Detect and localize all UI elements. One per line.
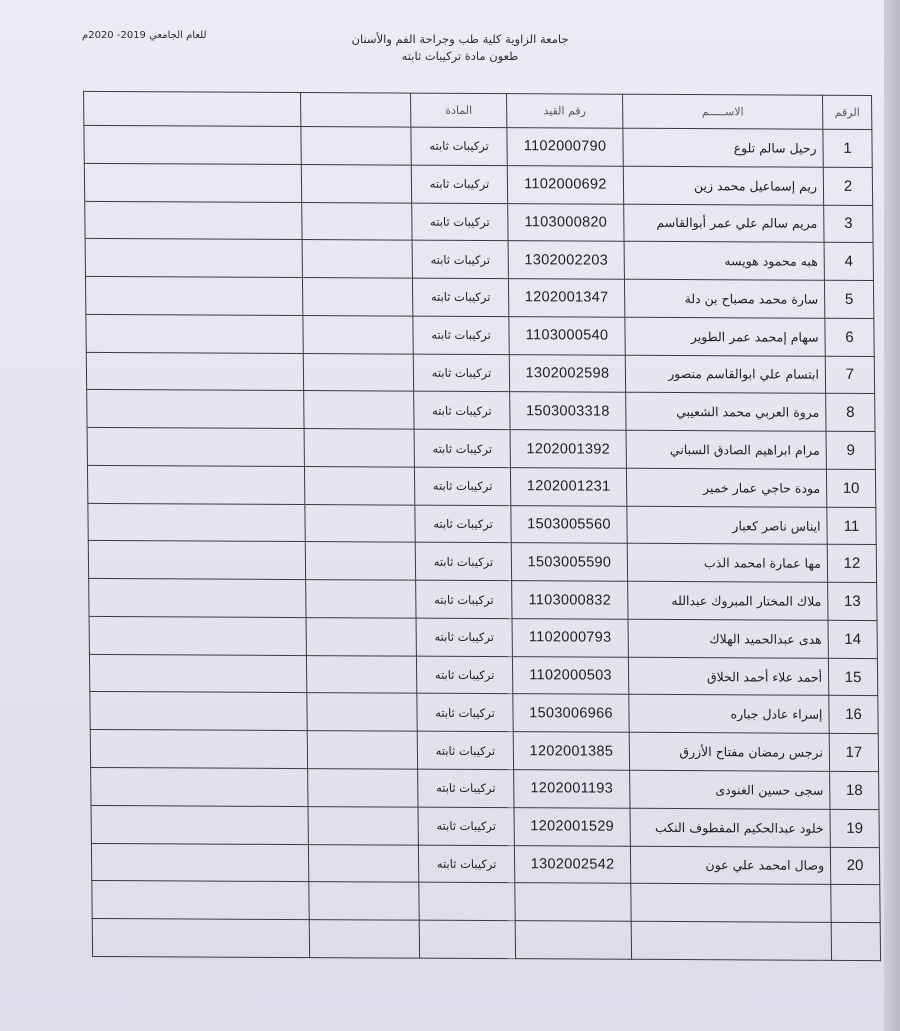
table-row — [85, 239, 873, 281]
subject-name: تركيبات ثابته — [413, 354, 509, 392]
table-row — [90, 692, 878, 734]
table-row — [90, 730, 878, 772]
registration-number: 1202001231 — [510, 468, 626, 506]
blank-cell — [631, 884, 831, 923]
student-name: سهام إمحمد عمر الطوير — [625, 317, 825, 356]
row-number: 17 — [829, 734, 878, 772]
student-name: ايناس ناصر كعبار — [627, 506, 827, 545]
registration-number: 1202001193 — [514, 770, 630, 808]
blank-cell — [304, 391, 414, 429]
academic-year: للعام الجامعي 2019- 2020م — [82, 30, 207, 41]
blank-cell — [91, 805, 308, 844]
header-name: الاســـــم — [623, 94, 823, 129]
subject-name: تركيبات ثابته — [418, 807, 514, 845]
blank-cell — [86, 314, 303, 353]
table-row — [87, 390, 875, 432]
table-row — [86, 352, 874, 394]
student-name: رحيل سالم تلوع — [623, 128, 823, 167]
student-name: نرجس رمضان مفتاح الأزرق — [629, 733, 829, 772]
row-number: 3 — [824, 205, 873, 243]
blank-cell — [87, 428, 304, 467]
row-number: 10 — [826, 469, 875, 507]
blank-cell — [84, 163, 301, 202]
row-number: 20 — [830, 847, 879, 885]
blank-cell — [91, 843, 308, 882]
table-row — [88, 503, 876, 545]
registration-number: 1503005590 — [511, 543, 627, 581]
blank-cell — [304, 429, 414, 467]
student-name: ابتسام علي ابوالقاسم منصور — [625, 355, 825, 394]
blank-cell — [302, 202, 412, 240]
student-name: هبه محمود هويسه — [624, 242, 824, 281]
header-blank-2 — [84, 91, 301, 126]
header-number: الرقم — [823, 95, 872, 129]
table-row — [85, 276, 873, 318]
student-name: وصال امحمد علي عون — [630, 846, 830, 885]
subject-name: تركيبات ثابته — [418, 845, 514, 883]
subject-name: تركيبات ثابته — [416, 618, 512, 656]
row-number: 14 — [828, 620, 877, 658]
table-row — [91, 843, 879, 885]
subject-name: تركيبات ثابته — [414, 429, 510, 467]
university-title: جامعة الزاوية كلية طب وجراحة الفم والأسنان — [351, 32, 569, 46]
blank-cell — [308, 769, 418, 807]
subject-name: تركيبات ثابته — [412, 203, 508, 241]
student-name: خلود عبدالحكيم المقطوف النكب — [630, 808, 830, 847]
student-name: سجى حسين الغنودى — [630, 770, 830, 809]
row-number: 13 — [828, 582, 877, 620]
registration-number: 1103000832 — [512, 581, 628, 619]
row-number: 9 — [826, 431, 875, 469]
table-row — [84, 163, 872, 205]
student-name: أحمد علاء أحمد الحلاق — [628, 657, 828, 696]
blank-cell — [301, 164, 411, 202]
registration-number: 1302002542 — [514, 845, 630, 883]
subject-name: تركيبات ثابته — [415, 543, 511, 581]
registration-number: 1302002203 — [508, 241, 624, 279]
subject-name: تركيبات ثابته — [417, 694, 513, 732]
empty-row — [92, 881, 880, 923]
blank-cell — [90, 730, 307, 769]
table-row — [89, 616, 877, 658]
table-header-row — [84, 91, 872, 129]
header-subject: المادة — [411, 93, 507, 128]
document-subtitle: طعون مادة تركيبات ثابته — [401, 49, 519, 63]
blank-cell — [302, 240, 412, 278]
blank-cell — [90, 692, 307, 731]
blank-cell — [303, 315, 413, 353]
blank-cell — [92, 881, 309, 920]
blank-cell — [515, 883, 631, 921]
blank-cell — [89, 579, 306, 618]
appeals-table — [83, 91, 881, 961]
student-name: مودة حاجي عمار خمير — [626, 468, 826, 507]
row-number: 6 — [825, 318, 874, 356]
row-number: 18 — [830, 771, 879, 809]
table-row — [84, 125, 872, 167]
blank-cell — [419, 882, 515, 920]
table-row — [91, 805, 879, 847]
blank-cell — [831, 885, 880, 923]
subject-name: تركيبات ثابته — [412, 278, 508, 316]
registration-number: 1102000790 — [507, 128, 623, 166]
row-number: 11 — [827, 507, 876, 545]
blank-cell — [87, 465, 304, 504]
row-number: 8 — [826, 394, 875, 432]
subject-name: تركيبات ثابته — [414, 391, 510, 429]
row-number: 12 — [827, 545, 876, 583]
student-name: مريم سالم علي عمر أبوالقاسم — [624, 204, 824, 243]
subject-name: تركيبات ثابته — [413, 316, 509, 354]
row-number: 19 — [830, 809, 879, 847]
appeals-table-wrap — [83, 91, 880, 961]
registration-number: 1503006966 — [513, 694, 629, 732]
blank-cell — [84, 125, 301, 164]
registration-number: 1503003318 — [510, 392, 626, 430]
subject-name: تركيبات ثابته — [417, 731, 513, 769]
blank-cell — [308, 844, 418, 882]
blank-cell — [88, 541, 305, 580]
blank-cell — [631, 921, 831, 960]
empty-row — [92, 919, 880, 961]
blank-cell — [419, 920, 515, 958]
subject-name: تركيبات ثابته — [412, 240, 508, 278]
table-row — [85, 201, 873, 243]
student-name: إسراء عادل جباره — [629, 695, 829, 734]
blank-cell — [308, 806, 418, 844]
subject-name: تركيبات ثابته — [411, 165, 507, 203]
registration-number: 1102000793 — [512, 619, 628, 657]
registration-number: 1302002598 — [509, 354, 625, 392]
registration-number: 1202001385 — [513, 732, 629, 770]
table-row — [89, 579, 877, 621]
blank-cell — [89, 654, 306, 693]
student-name: مرام ابراهيم الصادق السباني — [626, 430, 826, 469]
blank-cell — [302, 278, 412, 316]
blank-cell — [306, 618, 416, 656]
blank-cell — [85, 201, 302, 240]
subject-name: تركيبات ثابته — [418, 769, 514, 807]
blank-cell — [306, 580, 416, 618]
blank-cell — [86, 352, 303, 391]
blank-cell — [89, 616, 306, 655]
table-row — [89, 654, 877, 696]
blank-cell — [307, 731, 417, 769]
row-number: 2 — [823, 167, 872, 205]
student-name: ريم إسماعيل محمد زين — [623, 166, 823, 205]
subject-name: تركيبات ثابته — [411, 127, 507, 165]
row-number: 16 — [829, 696, 878, 734]
blank-cell — [92, 919, 309, 958]
blank-cell — [91, 767, 308, 806]
registration-number: 1503005560 — [511, 505, 627, 543]
registration-number: 1202001529 — [514, 807, 630, 845]
student-name: ملاك المختار المبروك عبدالله — [628, 581, 828, 620]
table-row — [87, 465, 875, 507]
registration-number: 1103000820 — [508, 203, 624, 241]
blank-cell — [305, 542, 415, 580]
blank-cell — [87, 390, 304, 429]
blank-cell — [304, 466, 414, 504]
header-blank-1 — [301, 93, 411, 128]
subject-name: تركيبات ثابته — [416, 580, 512, 618]
registration-number: 1102000503 — [512, 656, 628, 694]
blank-cell — [831, 922, 880, 960]
header-registration: رقم القيد — [507, 94, 623, 129]
registration-number: 1202001392 — [510, 430, 626, 468]
student-name: مها عمارة امحمد الذب — [627, 544, 827, 583]
table-row — [91, 767, 879, 809]
table-row — [86, 314, 874, 356]
registration-number: 1102000692 — [507, 165, 623, 203]
table-row — [88, 541, 876, 583]
blank-cell — [88, 503, 305, 542]
subject-name: تركيبات ثابته — [416, 656, 512, 694]
blank-cell — [85, 239, 302, 278]
blank-cell — [303, 353, 413, 391]
blank-cell — [85, 276, 302, 315]
table-row — [87, 428, 875, 470]
student-name: هدى عبدالحميد الهلاك — [628, 619, 828, 658]
row-number: 15 — [828, 658, 877, 696]
row-number: 4 — [824, 243, 873, 281]
blank-cell — [515, 921, 631, 960]
blank-cell — [307, 693, 417, 731]
blank-cell — [301, 127, 411, 165]
student-name: مروة العربي محمد الشعيبي — [626, 393, 826, 432]
registration-number: 1103000540 — [509, 316, 625, 354]
blank-cell — [309, 920, 419, 959]
blank-cell — [305, 504, 415, 542]
row-number: 5 — [824, 280, 873, 318]
row-number: 7 — [825, 356, 874, 394]
student-name: سارة محمد مصباح بن دلة — [624, 279, 824, 318]
subject-name: تركيبات ثابته — [414, 467, 510, 505]
registration-number: 1202001347 — [508, 279, 624, 317]
blank-cell — [309, 882, 419, 920]
row-number: 1 — [823, 129, 872, 167]
subject-name: تركيبات ثابته — [415, 505, 511, 543]
blank-cell — [306, 655, 416, 693]
page-edge-shadow — [884, 0, 900, 1031]
